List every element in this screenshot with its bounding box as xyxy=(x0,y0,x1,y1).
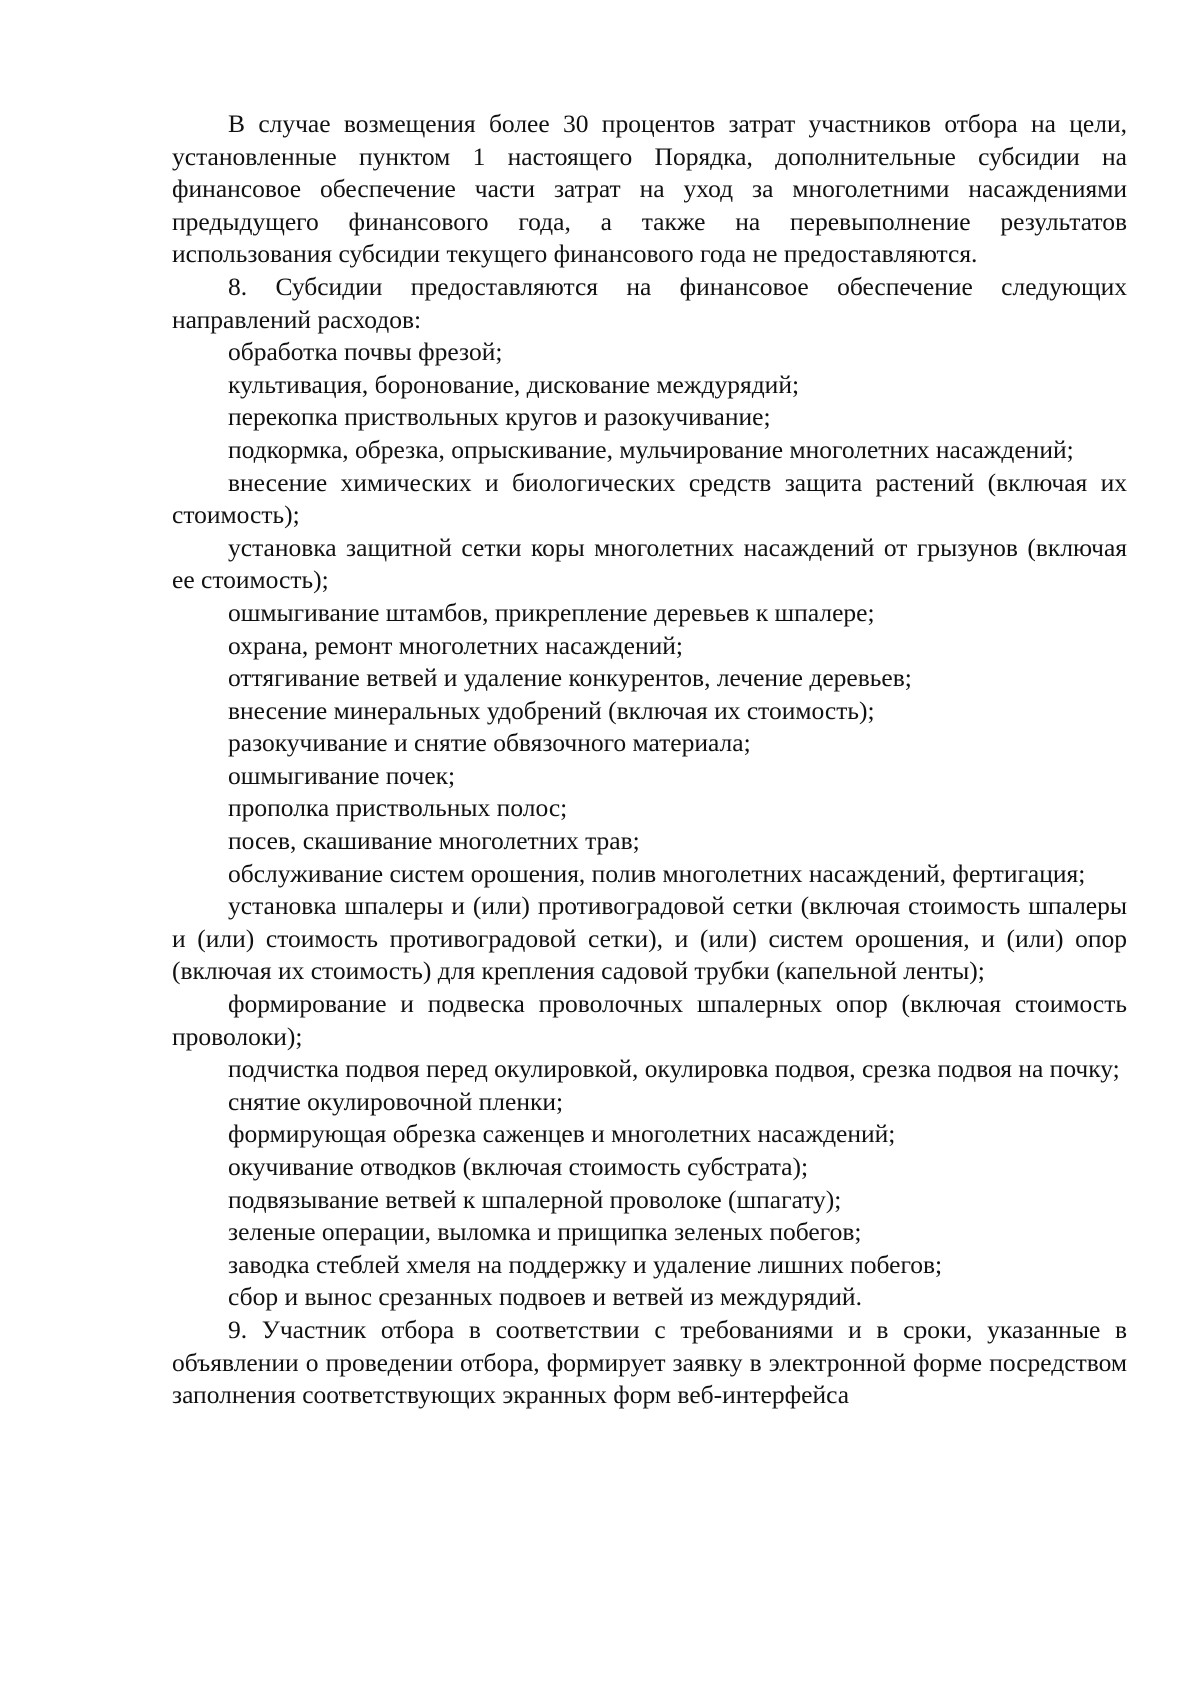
list-item: подкормка, обрезка, опрыскивание, мульчирование многолетних насаждений; xyxy=(228,434,1074,464)
list-item: подчистка подвоя перед окулировкой, окулировка подвоя, срезка подвоя на почку; xyxy=(228,1054,1120,1084)
list-item: установка шпалеры и (или) противоградовой сетки (включая стоимость шпалеры и (или) стоимость противоградовой сетки), и (или) систем орошения, и (или) опор (включая их стоимость) для крепления садовой трубки (капельной ленты); xyxy=(172,891,1127,986)
list-item: посев, скашивание многолетних трав; xyxy=(228,826,640,856)
list-item: разокучивание и снятие обвязочного материала; xyxy=(228,728,751,758)
list-item: формирующая обрезка саженцев и многолетних насаждений; xyxy=(228,1119,896,1149)
list-item: ошмыгивание штамбов, прикрепление деревьев к шпалере; xyxy=(228,597,875,627)
list-item: зеленые операции, выломка и прищипка зеленых побегов; xyxy=(228,1217,862,1247)
list-item: культивация, боронование, дискование междурядий; xyxy=(228,369,800,399)
paragraph-item-8: 8. Субсидии предоставляются на финансовое обеспечение следующих направлений расходов: xyxy=(172,271,1127,334)
list-item: охрана, ремонт многолетних насаждений; xyxy=(228,630,683,660)
list-item: сбор и вынос срезанных подвоев и ветвей из междурядий. xyxy=(228,1282,862,1312)
paragraph-compensation-limit: В случае возмещения более 30 процентов затрат участников отбора на цели, установленные пунктом 1 настоящего Порядка, дополнительные субсидии на финансовое обеспечение части затрат на уход за многолетними насаждениями предыдущего финансового года, а также на перевыполнение результатов использования субсидии текущего финансового года не предоставляются. xyxy=(172,109,1127,269)
list-item: формирование и подвеска проволочных шпалерных опор (включая стоимость проволоки); xyxy=(172,989,1127,1051)
list-item: окучивание отводков (включая стоимость субстрата); xyxy=(228,1152,809,1181)
list-item: внесение химических и биологических средств защита растений (включая их стоимость); xyxy=(172,467,1127,530)
list-item: установка защитной сетки коры многолетних насаждений от грызунов (включая ее стоимость); xyxy=(172,532,1127,595)
list-item: перекопка приствольных кругов и разокучивание; xyxy=(228,402,771,432)
list-item: ошмыгивание почек; xyxy=(228,760,456,790)
list-item: обслуживание систем орошения, полив многолетних насаждений, фертигация; xyxy=(228,858,1086,888)
list-item: заводка стеблей хмеля на поддержку и удаление лишних побегов; xyxy=(228,1249,943,1279)
list-item: прополка приствольных полос; xyxy=(228,793,568,823)
paragraph-item-9: 9. Участник отбора в соответствии с требованиями и в сроки, указанные в объявлении о проведении отбора, формирует заявку в электронной форме посредством заполнения соответствующих экранных форм веб-интерфейса xyxy=(172,1314,1127,1410)
list-item: подвязывание ветвей к шпалерной проволоке (шпагату); xyxy=(228,1184,842,1214)
list-item: внесение минеральных удобрений (включая их стоимость); xyxy=(228,695,875,725)
list-item: снятие окулировочной пленки; xyxy=(228,1086,564,1116)
list-item: оттягивание ветвей и удаление конкурентов, лечение деревьев; xyxy=(228,663,912,693)
document-page xyxy=(172,108,1127,1412)
list-item: обработка почвы фрезой; xyxy=(228,337,503,367)
